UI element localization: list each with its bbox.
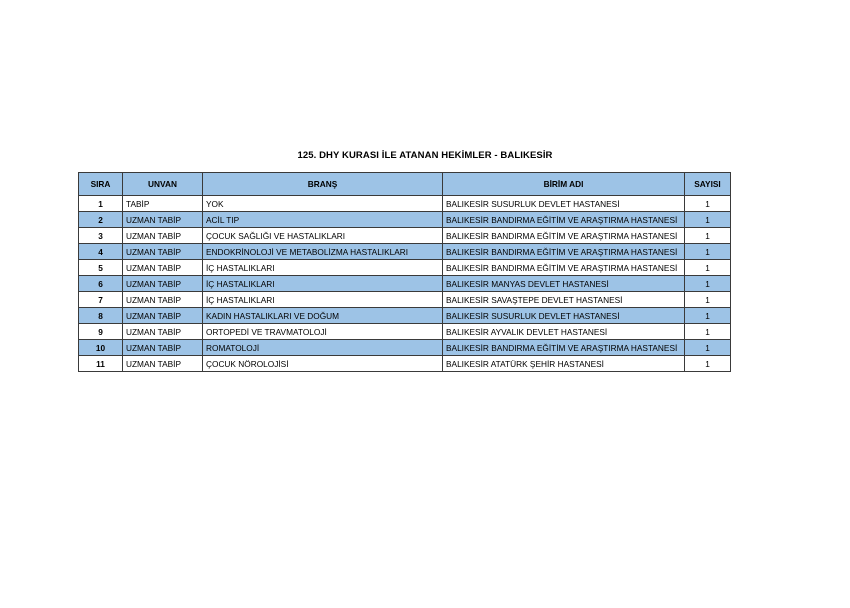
cell-unvan: UZMAN TABİP xyxy=(123,324,203,340)
cell-unvan: UZMAN TABİP xyxy=(123,292,203,308)
cell-unvan: TABİP xyxy=(123,196,203,212)
cell-sayisi: 1 xyxy=(685,244,731,260)
cell-sira: 3 xyxy=(79,228,123,244)
cell-sira: 8 xyxy=(79,308,123,324)
cell-sayisi: 1 xyxy=(685,212,731,228)
cell-brans: İÇ HASTALIKLARI xyxy=(203,260,443,276)
cell-brans: YOK xyxy=(203,196,443,212)
cell-sira: 1 xyxy=(79,196,123,212)
cell-sayisi: 1 xyxy=(685,340,731,356)
cell-birim: BALIKESİR SUSURLUK DEVLET HASTANESİ xyxy=(443,196,685,212)
cell-brans: ÇOCUK SAĞLIĞI VE HASTALIKLARI xyxy=(203,228,443,244)
table-row xyxy=(79,356,731,372)
cell-unvan: UZMAN TABİP xyxy=(123,228,203,244)
cell-sayisi: 1 xyxy=(685,260,731,276)
cell-birim: BALIKESİR ATATÜRK ŞEHİR HASTANESİ xyxy=(443,356,685,372)
table-row xyxy=(79,292,731,308)
cell-unvan: UZMAN TABİP xyxy=(123,260,203,276)
table-row xyxy=(79,308,731,324)
cell-sira: 2 xyxy=(79,212,123,228)
cell-birim: BALIKESİR AYVALIK DEVLET HASTANESİ xyxy=(443,324,685,340)
table-header xyxy=(79,173,731,196)
cell-unvan: UZMAN TABİP xyxy=(123,340,203,356)
cell-brans: ÇOCUK NÖROLOJİSİ xyxy=(203,356,443,372)
table-row xyxy=(79,324,731,340)
table-body xyxy=(79,196,731,372)
cell-unvan: UZMAN TABİP xyxy=(123,308,203,324)
cell-brans: ORTOPEDİ VE TRAVMATOLOJİ xyxy=(203,324,443,340)
cell-birim: BALIKESİR BANDIRMA EĞİTİM VE ARAŞTIRMA HASTANESİ xyxy=(443,228,685,244)
cell-brans: ACİL TIP xyxy=(203,212,443,228)
table-row xyxy=(79,260,731,276)
cell-sira: 6 xyxy=(79,276,123,292)
table-header-row xyxy=(79,173,731,196)
column-header-sayisi: SAYISI xyxy=(685,173,731,196)
cell-birim: BALIKESİR BANDIRMA EĞİTİM VE ARAŞTIRMA HASTANESİ xyxy=(443,340,685,356)
cell-sayisi: 1 xyxy=(685,292,731,308)
cell-unvan: UZMAN TABİP xyxy=(123,276,203,292)
cell-unvan: UZMAN TABİP xyxy=(123,244,203,260)
cell-birim: BALIKESİR BANDIRMA EĞİTİM VE ARAŞTIRMA HASTANESİ xyxy=(443,244,685,260)
cell-sira: 5 xyxy=(79,260,123,276)
cell-sayisi: 1 xyxy=(685,324,731,340)
cell-birim: BALIKESİR BANDIRMA EĞİTİM VE ARAŞTIRMA HASTANESİ xyxy=(443,260,685,276)
cell-brans: ROMATOLOJİ xyxy=(203,340,443,356)
cell-sayisi: 1 xyxy=(685,356,731,372)
table-row xyxy=(79,340,731,356)
column-header-brans: BRANŞ xyxy=(203,173,443,196)
cell-sayisi: 1 xyxy=(685,276,731,292)
cell-sayisi: 1 xyxy=(685,228,731,244)
cell-birim: BALIKESİR SUSURLUK DEVLET HASTANESİ xyxy=(443,308,685,324)
table-row xyxy=(79,244,731,260)
assignments-table xyxy=(78,172,731,372)
cell-birim: BALIKESİR BANDIRMA EĞİTİM VE ARAŞTIRMA HASTANESİ xyxy=(443,212,685,228)
cell-sira: 4 xyxy=(79,244,123,260)
cell-sira: 9 xyxy=(79,324,123,340)
cell-unvan: UZMAN TABİP xyxy=(123,212,203,228)
cell-brans: ENDOKRİNOLOJİ VE METABOLİZMA HASTALIKLARI xyxy=(203,244,443,260)
cell-sira: 10 xyxy=(79,340,123,356)
cell-brans: İÇ HASTALIKLARI xyxy=(203,276,443,292)
cell-birim: BALIKESİR SAVAŞTEPE DEVLET HASTANESİ xyxy=(443,292,685,308)
assignments-table-container xyxy=(78,172,730,372)
table-row xyxy=(79,276,731,292)
table-row xyxy=(79,228,731,244)
cell-brans: KADIN HASTALIKLARI VE DOĞUM xyxy=(203,308,443,324)
cell-birim: BALIKESİR MANYAS DEVLET HASTANESİ xyxy=(443,276,685,292)
table-row xyxy=(79,212,731,228)
column-header-sira: SIRA xyxy=(79,173,123,196)
cell-sayisi: 1 xyxy=(685,308,731,324)
page-title: 125. DHY KURASI İLE ATANAN HEKİMLER - BALIKESİR xyxy=(297,150,553,161)
column-header-unvan: UNVAN xyxy=(123,173,203,196)
cell-sira: 7 xyxy=(79,292,123,308)
column-header-birim: BİRİM ADI xyxy=(443,173,685,196)
table-row xyxy=(79,196,731,212)
cell-brans: İÇ HASTALIKLARI xyxy=(203,292,443,308)
cell-sira: 11 xyxy=(79,356,123,372)
cell-unvan: UZMAN TABİP xyxy=(123,356,203,372)
cell-sayisi: 1 xyxy=(685,196,731,212)
